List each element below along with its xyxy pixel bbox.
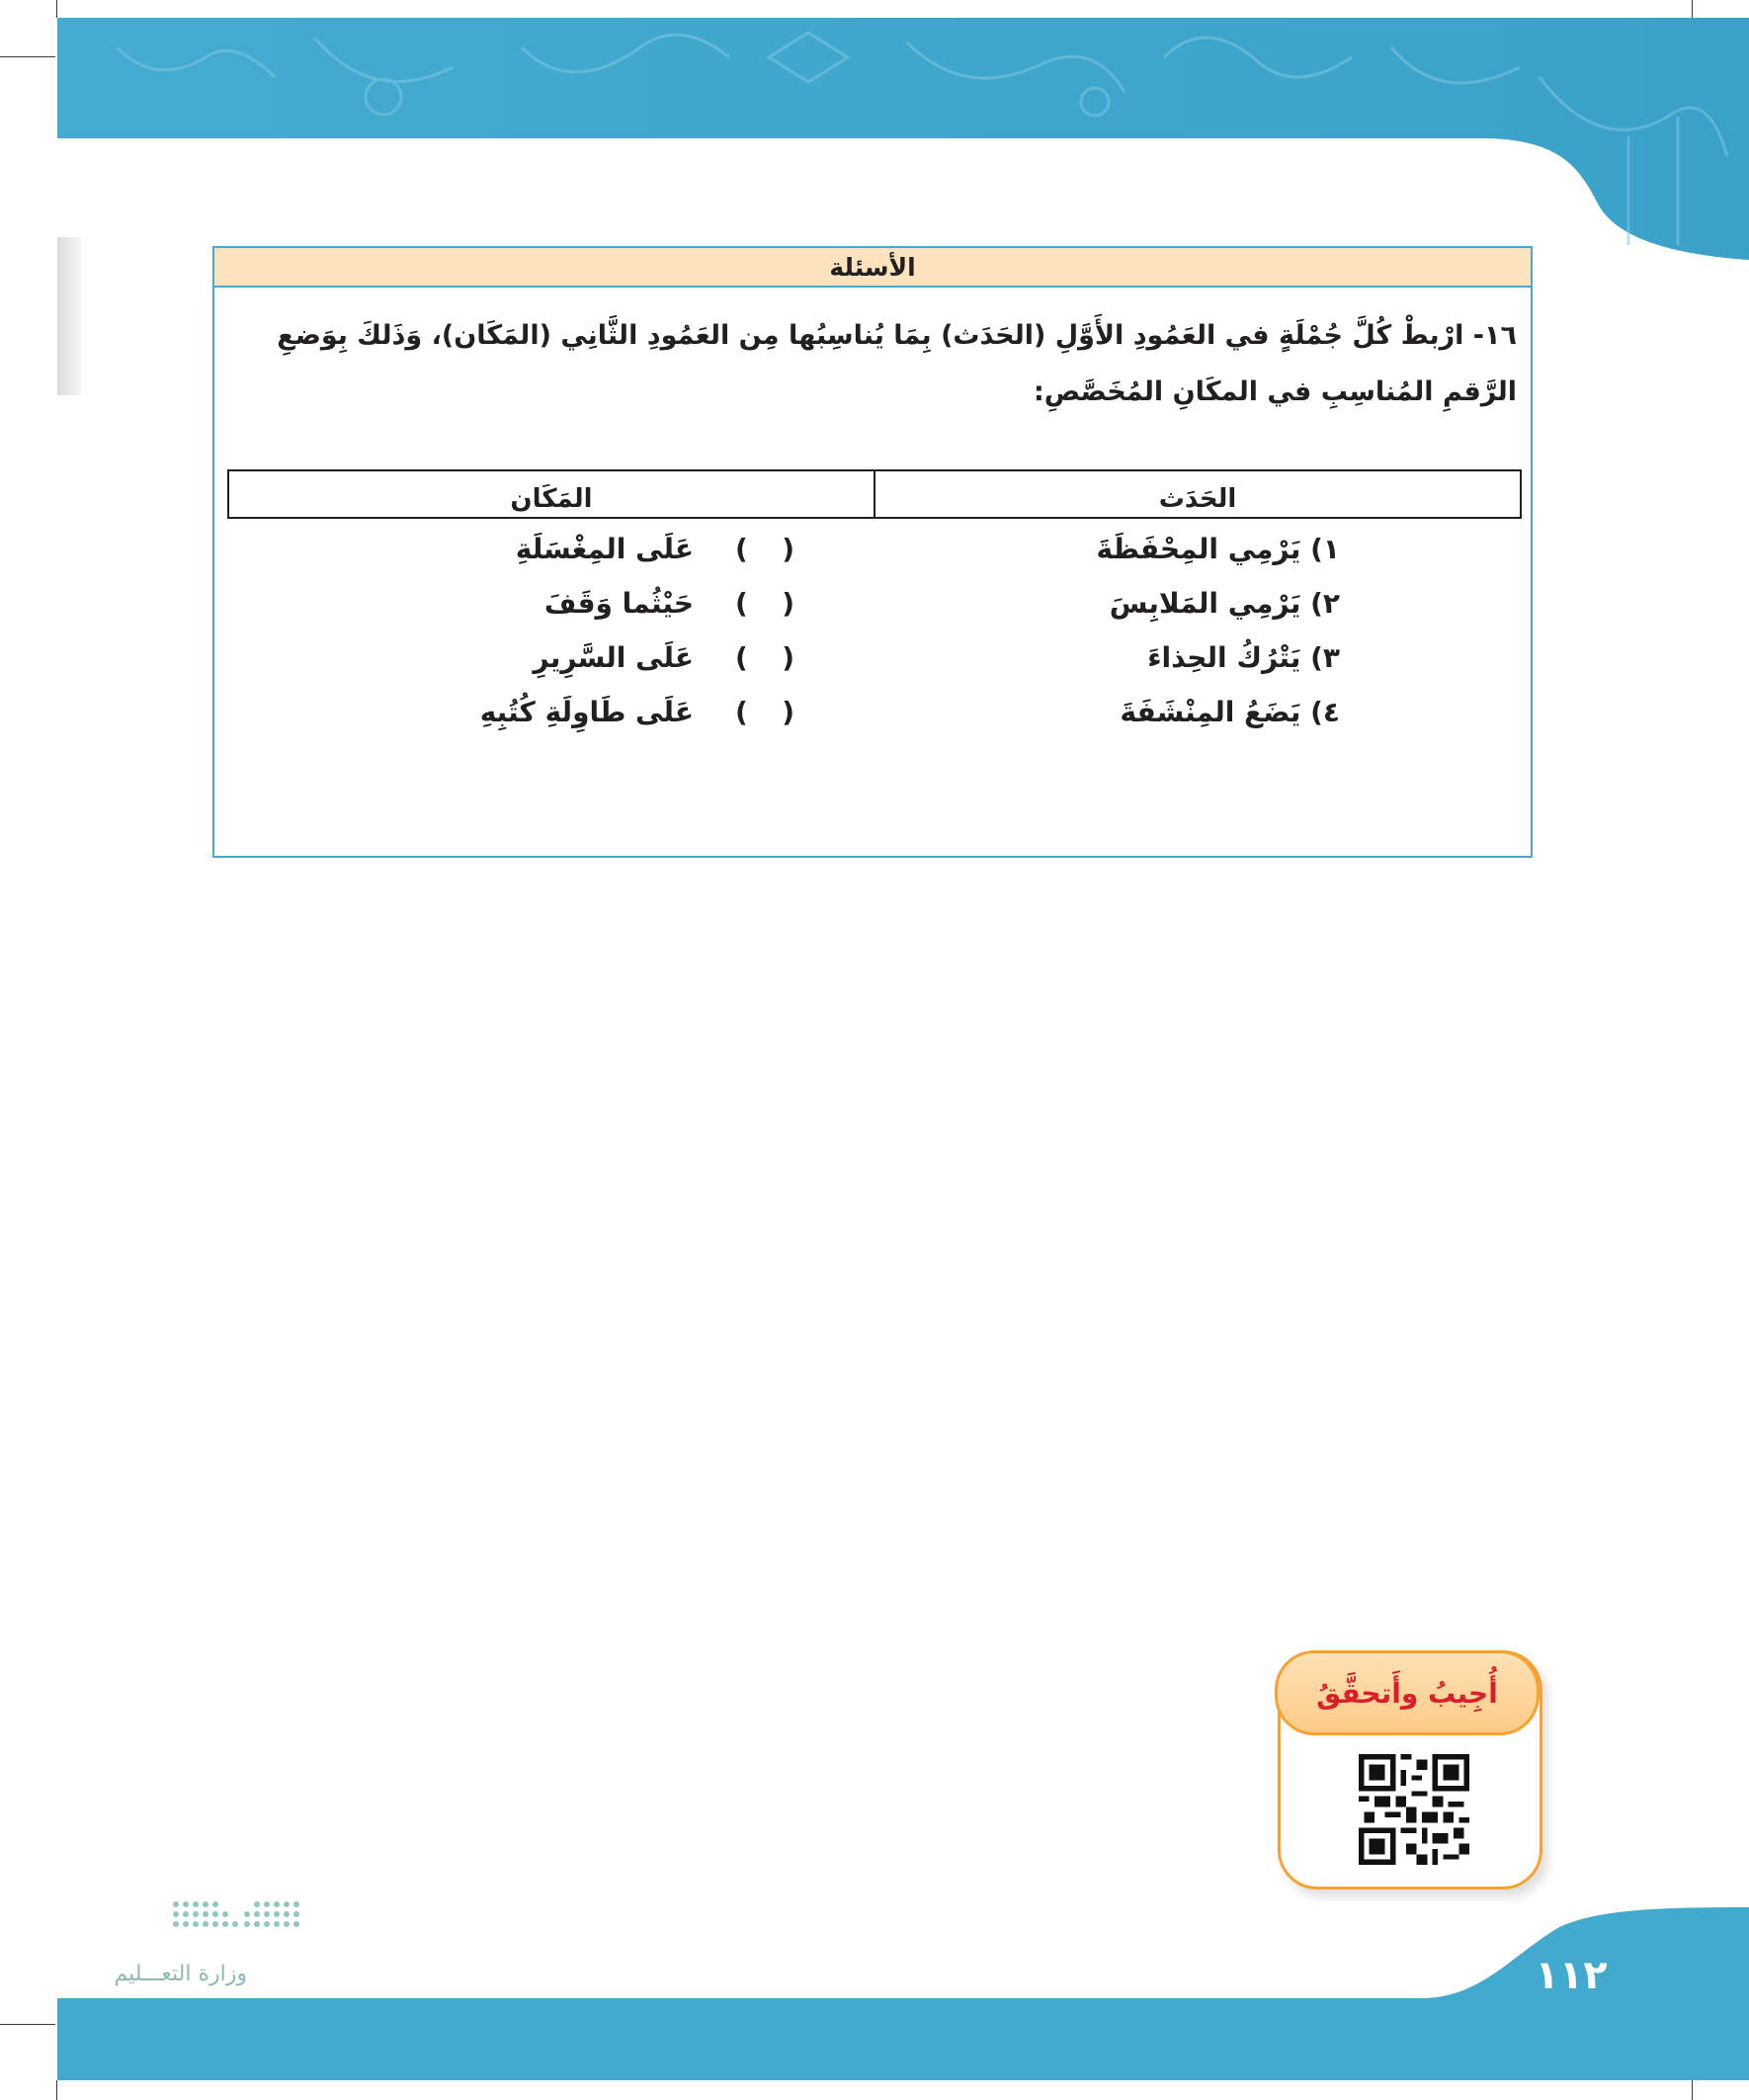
ministry-logo-icon — [99, 1892, 326, 2011]
place-label: عَلَى طَاوِلَةِ كُتُبِهِ — [479, 696, 694, 728]
place-item — [533, 641, 794, 674]
place-item — [480, 696, 794, 728]
question-box — [212, 246, 1533, 858]
event-column-header: الحَدَث — [1158, 484, 1237, 514]
event-item: ١) يَرْمِي المِحْفَظَةَ — [1096, 533, 1340, 565]
event-item: ٣) يَتْرُكُ الحِذاءَ — [1147, 641, 1340, 674]
place-item — [544, 587, 794, 620]
answer-blank[interactable]: ( ) — [735, 696, 794, 728]
place-label: عَلَى المِغْسَلَةِ — [515, 533, 694, 565]
questions-heading: الأسئلة — [214, 248, 1531, 288]
question-line: ١٦- ارْبطْ كُلَّ جُمْلَةٍ في العَمُودِ الأَوَّلِ (الحَدَث) بِمَا يُناسِبُها مِن العَمُودِ الثَّانِي (المَكَان)، وَذَلكَ بِوَضعِ — [277, 320, 1517, 351]
event-item: ٢) يَرْمِي المَلابِسَ — [1109, 587, 1340, 620]
answer-blank[interactable]: ( ) — [735, 533, 794, 565]
header-band — [57, 18, 1749, 275]
qr-code-icon[interactable] — [1359, 1754, 1469, 1865]
crop-mark — [1692, 2080, 1693, 2100]
answer-blank[interactable]: ( ) — [735, 587, 794, 620]
question-line: الرَّقمِ المُناسِبِ في المكَانِ المُخَصَّصِ: — [1034, 377, 1517, 407]
ministry-name: وزارة التعـــليم — [114, 1962, 247, 1986]
crop-mark — [1692, 0, 1693, 18]
crop-mark — [56, 2080, 57, 2100]
matching-table-header — [227, 469, 1522, 519]
crop-mark — [0, 2024, 55, 2025]
answer-blank[interactable]: ( ) — [735, 641, 794, 674]
place-item — [516, 533, 794, 565]
qr-callout-label: أُجِيبُ وأَتحقَّقُ — [1275, 1650, 1540, 1735]
place-label: حَيْثُما وَقَفَ — [543, 587, 694, 620]
place-column-header: المَكَان — [229, 471, 875, 517]
crop-mark — [0, 56, 55, 57]
place-label: عَلَى السَّرِيرِ — [533, 641, 694, 674]
question-text — [274, 307, 1517, 420]
crop-mark — [56, 0, 57, 18]
page-edge-tab — [57, 237, 81, 395]
event-item: ٤) يَضَعُ المِنْشَفَةَ — [1120, 696, 1340, 728]
page-number: ١١٢ — [1535, 1953, 1608, 1998]
